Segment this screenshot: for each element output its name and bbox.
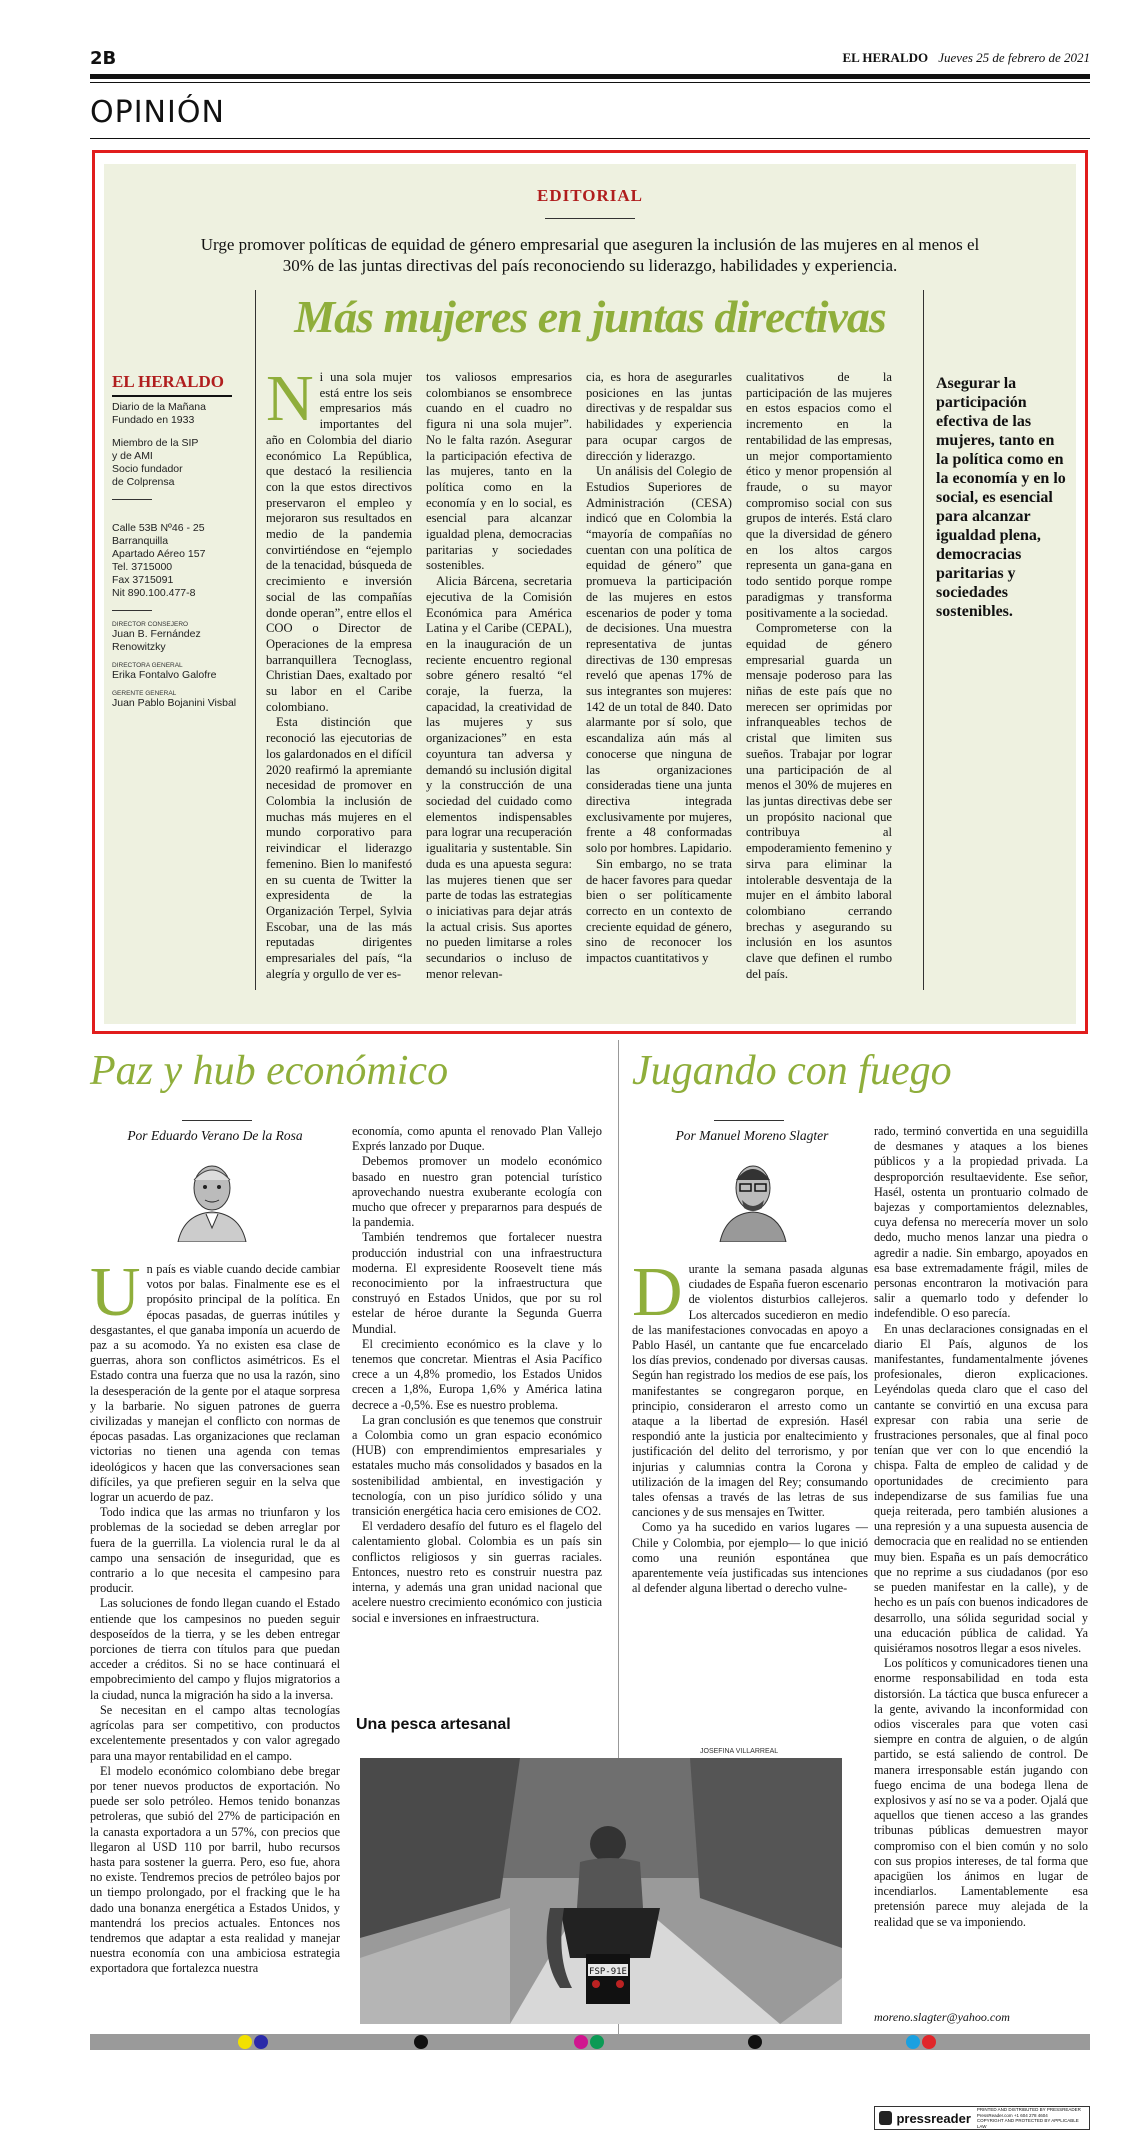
editorial-paragraph: i una sola mujer está entre los seis empresarios más importantes del año en Colombia del diario económico La República, que destacó la resiliencia con la que estos directivos preservaron el empleo y mejoraron sus resultados en medio de la pandemia convirtiéndose en “ejemplo de la tenacidad, búsqueda de crecimiento e inversión social de las compañías donde operan”, entre ellos el COO o Director de Operaciones de la empresa barranquillera Tecnoglass, Christian Daes, exaltado por su labor en el Caribe colombiano. [266,370,412,714]
masthead-line: Miembro de la SIP [112,437,199,449]
masthead-name: Juan B. Fernández Renowitzky [112,628,201,653]
issue-date: Jueves 25 de febrero de 2021 [938,50,1090,65]
editorial-column-4 [746,370,892,990]
editorial-paragraph: Un análisis del Colegio de Estudios Superiores de Administración (CESA) indicó que en Colombia la “mayoría de compañías no cuentan con una política de equidad de género” que promueva la participación de las mujeres en estos escenarios de poder y toma de decisiones. Una muestra representativa de juntas directivas de 130 empresas reveló que apenas 17% de sus integrantes son mujeres: 142 de un total de 840. Dato alarmante por sí solo, que escandaliza aún más al conocerse que ninguna de las organizaciones consideradas tiene una junta directiva integrada exclusivamente por mujeres, frente a 48 conformadas solo por hombres. Lapidario. [586,464,732,856]
masthead-line: Fundado en 1933 [112,414,195,426]
article-paragraph: Los políticos y comunicadores tienen una enorme responsabilidad en toda esta distorsión. La táctica que busca enfurecer a la gente, avivando la inconformidad con odios viscerales para que voten casi siempre en contra de alguien, o de algún partido, se está saliendo de control. De manera irresponsable están jugando con fuego encima de una bodega llena de explosivos y así no se va a poder. Ojalá que aquellos que tienen acceso a las grandes tribunas públicas demuestren mayor compromiso con el bien común y no solo con sus propios intereses, de tal forma que apacigüen los ánimos en lugar de incendiarlos. Lamentablemente esa pretensión parece muy alejada de la realidad que se va imponiendo. [874,1656,1088,1929]
editorial-divider-left [255,290,256,990]
editorial-paragraph: cualitativos de la participación de las mujeres en estos espacios como el incremento en la rentabilidad de las empresas, un mejor comportamiento ético y menor propensión al fraude, o su mayor compromiso social con sus grupos de interés. Está claro que la diversidad de género en los altos cargos representa un gana-gana en todo sentido porque rompe paradigmas y transforma positivamente a la sociedad. [746,370,892,620]
pressreader-notice-line: PressReader.com +1 604 278 4604 [976,2112,1048,2118]
byline-rule [714,1120,784,1121]
photo-credit: JOSEFINA VILLARREAL [700,1748,779,1755]
registration-dot-blue [254,2035,268,2049]
masthead-role: DIRECTORA GENERAL [112,662,183,669]
masthead-name: Juan Pablo Bojanini Visbal [112,697,237,709]
article-right-column-1 [632,1262,868,1882]
article-paragraph: La gran conclusión es que tenemos que construir a Colombia como un gran espacio económico (HUB) con emprendimientos empresariales y estatales mucho más consolidados y basados en la sostenibilidad ambiental, en investigación y tecnología, con un piso jurídico sólido y una transición energética hacia cero emisiones de CO2. [352,1412,602,1519]
article-paragraph: El verdadero desafío del futuro es el flagelo del calentamiento global. Colombia es un país sin conflictos religiosos y sin guerras raciales. Entonces, nuestro reto es construir nuestra paz interna, y además una gran unidad nacional que acelere nuestro crecimiento económico con justicia social e inversiones en infraestructura. [352,1519,602,1625]
author-portrait-moreno [716,1152,790,1242]
article-paragraph: Se necesitan en el campo altas tecnologías agrícolas para ser competitivo, con productos excelentemente presentados y con valor agregado para una mayor rentabilidad en el campo. [90,1702,340,1763]
article-paragraph: economía, como apunta el renovado Plan Vallejo Exprés lanzado por Duque. [352,1124,602,1154]
editorial-divider-right [923,290,924,990]
editorial-label: EDITORIAL [537,186,643,205]
pressreader-badge [874,2106,1090,2130]
editorial-paragraph: Comprometerse con la equidad de género empresarial guarda un mensaje poderoso para las niñas de este país que no merecen ser oprimidas por infranqueables techos de cristal que limiten sus sueños. Trabajar por lograr una participación de al menos el 30% de mujeres en las juntas directivas debe ser un propósito nacional que contribuya al empoderamiento femenino y sirva para eliminar la intolerable desventaja de la mujer en el ámbito laboral colombiano cerrando brechas y asegurando su inclusión en los asuntos clave que definen el rumbo del país. [746,621,892,981]
editorial-deck: Urge promover políticas de equidad de género empresarial que aseguren la inclusión de las mujeres en al menos el 30% de las juntas directivas del país reconociendo su liderazgo, habilidades y experiencia. [200,235,980,275]
header-right [843,50,1090,66]
masthead-line: de Colprensa [112,476,175,488]
masthead-role: DIRECTOR CONSEJERO [112,621,189,628]
registration-dot-yellow [238,2035,252,2049]
masthead-line: Nit 890.100.477-8 [112,587,196,599]
article-left-byline: Por Eduardo Verano De la Rosa [127,1128,303,1143]
masthead-line: Socio fundador [112,463,183,475]
article-paragraph: El crecimiento económico es la clave y lo tenemos que concretar. Mientras el Asia Pacífico crece a un 4,8% promedio, los Estados Unidos crecen a 1,8%, Europa 1,6% y América latina decrece a -0,5%. Ese es nuestro problema. [352,1336,602,1412]
header-rule [90,74,1090,79]
editorial-label-rule [545,218,635,219]
editorial-column-2 [426,370,572,990]
article-right-title: Jugando con fuego [632,1048,952,1094]
article-left-column-1 [90,1262,340,2014]
registration-dot-green [590,2035,604,2049]
masthead-line: Barranquilla [112,535,169,547]
article-left-column-2 [352,1124,602,1712]
article-paragraph: El modelo económico colombiano debe bregar por tener nuevos productos de exportación. No puede ser solo petróleo. Hemos tenido bonanzas petroleras, que subió del 27% de participación en la canasta exportadora a un 57%, con precios que llegaron al USD 110 por barril, hubo recursos hasta para sostener la guerra. Pero, eso fue, ahora no existe. Tendremos precios de petróleo bajos por un tiempo prolongado, por el fracking que le ha dado una bonanza energética a Estados Unidos, y mantendrá los precios actuales. Entonces nos tendremos que adaptar a esta realidad y manejar nuestra economía con una ambiciosa estrategia exportadora que fortalezca nuestra [90,1763,340,1976]
article-right-byline: Por Manuel Moreno Slagter [675,1128,829,1143]
pressreader-brand: pressreader [896,2110,971,2126]
pressreader-notice-line: PRINTED AND DISTRIBUTED BY PRESSREADER [976,2107,1081,2112]
masthead-line: Diario de la Mañana [112,401,206,413]
editorial-pullquote: Asegurar la participación efectiva de las mujeres, tanto en la política como en la economía y en lo social, es esencial para alcanzar igualdad plena, democracias paritarias y sociedades sostenibles. [936,375,1066,620]
registration-dot-cyan [906,2035,920,2049]
page-number: 2B [90,48,117,69]
pressreader-notice-line: COPYRIGHT AND PROTECTED BY APPLICABLE LAW [976,2118,1079,2129]
masthead-logo-rule [112,395,232,397]
pressreader-logo-icon [879,2111,892,2125]
registration-dot-black [748,2035,762,2049]
article-left-dropcap: U [90,1262,141,1331]
masthead-line: Apartado Aéreo 157 [112,548,206,560]
section-title: OPINIÓN [90,95,225,130]
masthead [112,372,247,710]
article-paragraph: También tendremos que fortalecer nuestra producción industrial con una infraestructura moderna. El expresidente Roosevelt tiene más reconocimiento por la infraestructura que construyó en Estados Unidos, que por su rol estelar de héroe durante la Segunda Guerra Mundial. [352,1230,602,1336]
registration-dot-black [414,2035,428,2049]
section-rule [90,138,1090,139]
newspaper-name: EL HERALDO [842,50,929,65]
article-left-title: Paz y hub económico [90,1048,449,1094]
author-portrait-verano [172,1154,252,1242]
registration-dot-magenta [574,2035,588,2049]
editorial-title: Más mujeres en juntas directivas [294,291,886,342]
article-paragraph: Las soluciones de fondo llegan cuando el Estado entiende que los campesinos no pueden seguir desposeídos de la tierra, y se les deben entregar porciones de tierra con títulos para que puedan acceder a créditos. Si no se hace continuará el empobrecimiento del campo y flujos migratorios a la ciudad, nunca la migración ha sido a la inversa. [90,1596,340,1702]
masthead-role: GERENTE GENERAL [112,690,177,697]
registration-dot-red [922,2035,936,2049]
article-paragraph: n país es viable cuando decide cambiar votos por balas. Finalmente ese es el propósito principal de la política. En épocas pasadas, de guerras inútiles y desgastantes, el que ganaba imponía un acuerdo de paz a su acomodo. Ya no existen esa clase de guerras, ahora son conflictos asimétricos. Es el Estado contra una fuerza que no usa la razón, sino la desesperación de la gente por el ataque sorpresa y la barbarie. No siguen patrones de guerra civilizadas y manejan el conflicto con normas de épocas pasadas. Las organizaciones que reclaman victorias no tienen una agenda con temas ideológicos y hacen que las conversaciones sean difíciles, ya que prefieren seguir en la selva que lograr un acuerdo de paz. [90,1262,340,1505]
masthead-line: Fax 3715091 [112,574,174,586]
editorial-paragraph: Sin embargo, no se trata de hacer favores para quedar bien o ser políticamente correcto en un contexto de creciente equidad de género, sino de reconocer los impactos cuantitativos y [586,856,732,966]
editorial-column-1 [266,370,412,990]
masthead-rule [112,610,152,611]
author-email[interactable]: moreno.slagter@yahoo.com [874,2010,1010,2024]
article-paragraph: Como ya ha sucedido en varios lugares —Chile y Colombia, por ejemplo— lo que inició como una reunión espontánea que aparentemente veía justificadas sus intenciones al defender alguna libertad o derecho vulne- [632,1520,868,1596]
editorial-dropcap: N [266,370,314,435]
editorial-paragraph: tos valiosos empresarios colombianos se ensombrece cuando en el cuadro no figura ni una sola mujer”. No le falta razón. Asegurar la participación efectiva de las mujeres, tanto en la política como en la economía y en lo social, es esencial para alcanzar igualdad plena, democracias paritarias y sociedades sostenibles. [426,370,572,573]
editorial-paragraph: Esta distinción que reconoció las ejecutorias de los galardonados en el difícil 2020 reafirmó la apremiante necesidad de promover en Colombia la inclusión de muchas más mujeres en el mundo corporativo para reivindicar el liderazgo femenino. Bien lo manifestó en su cuenta de Twitter la expresidenta de la Organización Terpel, Sylvia Escobar, una de las más reputadas dirigentes empresariales del país, “la alegría y orgullo de ver es- [266,715,412,981]
byline-rule [182,1120,252,1121]
masthead-line: y de AMI [112,450,153,462]
article-paragraph: rado, terminó convertida en una seguidilla de desmanes y ataques a los bienes públicos y a la propiedad privada. La desproporción resultaevidente. Ese señor, Hasél, ostenta un prontuario colmado de bajezas y comportamientos deleznables, cuya defensa no merecería mover un solo dedo, mucho menos lanzar una piedra o agredir a nadie. Sin embargo, apoyados en esa base extremadamente frágil, miles de personas encontraron la motivación para salir a quemarlo todo y defender lo indefendible. O eso parecía. [874,1124,1088,1321]
article-paragraph: Todo indica que las armas no triunfaron y los problemas de la sociedad se deben arreglar por fuera de la guerrilla. La violencia rural le da al campo una sensación de inseguridad, que es contrario a lo que necesita el campesino para producir. [90,1505,340,1596]
photo-license-plate: FSP-91E [589,1967,627,1977]
editorial-paragraph: cia, es hora de asegurarles posiciones en las juntas directivas y de respaldar sus habilidades y experiencia para ocupar cargos de dirección y liderazgo. [586,370,732,463]
masthead-name: Erika Fontalvo Galofre [112,669,217,681]
masthead-line: Calle 53B Nº46 - 25 [112,522,205,534]
article-right-dropcap: D [632,1262,683,1331]
article-paragraph: En unas declaraciones consignadas en el diario El País, algunos de los manifestantes, fundamentalmente jóvenes profesionales, dieron explicaciones. Leyéndolas queda claro que el caso del cantante se convirtió en una excusa para expresar con rabia una serie de frustraciones personales, que al final poco tenían que ver con lo que encendió la chispa. Falta de empleo de calidad y de oportunidades de crecimiento para independizarse de sus familias fue una queja reiterada, pero también alusiones a una represión y a una supuesta ausencia de democracia que en realidad no se entienden muy bien. España es un país democrático que no reprime a sus ciudadanos (por eso se pueden manifestar en la calle), y de hecho es un país con buenos indicadores de desarrollo, una sólida seguridad social y una educación pública de calidad. Ya quisiéramos nosotros llegar a esos niveles. [874,1321,1088,1655]
photo-caption-title: Una pesca artesanal [356,1716,511,1733]
masthead-rule [112,499,152,500]
article-paragraph: Debemos promover un modelo económico basado en nuestro gran potencial turístico aprovechando nuestra exuberante ecología con mucho que ofrecer y prepararnos para después de la pandemia. [352,1154,602,1230]
article-paragraph: urante la semana pasada algunas ciudades de España fueron escenario de violentos disturbios callejeros. Los altercados sucedieron en medio de las manifestaciones convocadas en apoyo a Pablo Hasél, un cantante que fue encarcelado los días previos, condenado por diversas causas. Según han registrado los medios de ese país, los manifestantes se congregaron porque, en principio, consideraron el arresto como un ataque a la libertad de expresión. Hasél respondió ante la justicia por enaltecimiento y justificación del delito del terrorismo, y por injurias y calumnias contra la Corona y utilización de la imagen del Rey; consumando tales ofensas a través de las letras de sus canciones y de sus mensajes en Twitter. [632,1262,868,1520]
pressreader-notice [977,2107,1085,2129]
header-rule-thin [90,82,1090,83]
masthead-logo: EL HERALDO [112,372,224,391]
editorial-paragraph: Alicia Bárcena, secretaria ejecutiva de la Comisión Económica para América Latina y el Caribe (CEPAL), en la inauguración de un reciente encuentro regional sobre género resaltó “el coraje, la fuerza, la capacidad, la creatividad de las mujeres y sus organizaciones” en esta coyuntura tan adversa y demandó su inclusión digital y la construcción de una sociedad del cuidado como elementos indispensables para lograr una recuperación igualitaria y sustentable. Sin duda es una apuesta segura: las mujeres tienen que ser parte de todas las estrategias o iniciativas para dejar atrás la actual crisis. Sus aportes no pueden limitarse a roles secundarios o incluso de menor relevan- [426,574,572,981]
editorial-column-3 [586,370,732,990]
masthead-line: Tel. 3715000 [112,561,173,573]
article-right-column-2 [874,1124,1088,2000]
